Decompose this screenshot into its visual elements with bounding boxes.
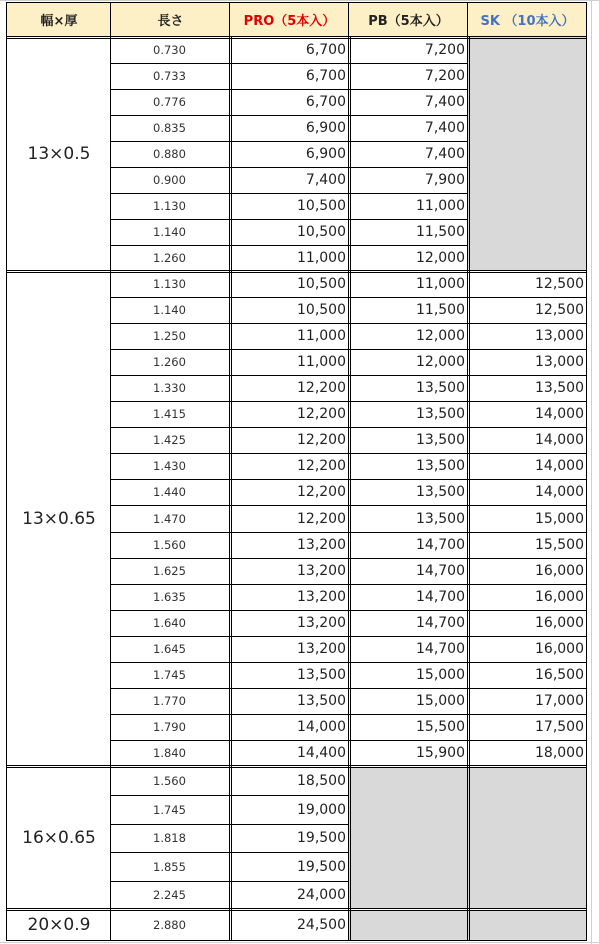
length-cell: 1.260	[111, 245, 230, 271]
cell-border	[349, 115, 468, 116]
pb-price-cell: 7,900	[349, 167, 468, 193]
sk-price-empty	[468, 37, 587, 63]
pro-price-cell: 6,900	[230, 115, 349, 141]
sk-price-cell: 12,500	[468, 271, 587, 297]
cell-border	[111, 610, 230, 611]
sk-price-empty	[468, 824, 587, 852]
pro-price-cell: 7,400	[230, 167, 349, 193]
header-width-thickness: 幅×厚	[7, 2, 111, 37]
cell-border	[7, 908, 587, 909]
cell-border	[468, 453, 587, 454]
cell-border	[230, 795, 349, 796]
pro-price-cell: 10,500	[230, 271, 349, 297]
cell-border	[349, 141, 468, 142]
length-cell: 1.770	[111, 688, 230, 714]
cell-border	[230, 479, 349, 480]
cell-border	[349, 89, 468, 90]
length-cell: 1.260	[111, 349, 230, 375]
cell-border	[468, 740, 587, 741]
cell-border	[230, 636, 349, 637]
length-cell: 1.330	[111, 375, 230, 401]
cell-border	[111, 688, 230, 689]
pro-price-cell: 12,200	[230, 375, 349, 401]
cell-border	[230, 141, 349, 142]
length-cell: 1.635	[111, 584, 230, 610]
length-cell: 0.776	[111, 89, 230, 115]
cell-border	[111, 505, 230, 506]
cell-border	[111, 852, 230, 853]
cell-border	[468, 636, 587, 637]
cell-border	[230, 323, 349, 324]
cell-border	[7, 767, 587, 768]
cell-border	[111, 115, 230, 116]
pro-price-cell: 13,500	[230, 688, 349, 714]
sk-price-cell: 14,000	[468, 401, 587, 427]
pb-price-cell: 13,500	[349, 401, 468, 427]
length-cell: 1.430	[111, 453, 230, 479]
cell-border	[111, 401, 230, 402]
cell-border	[230, 193, 349, 194]
pro-price-cell: 19,500	[230, 824, 349, 852]
cell-border	[230, 115, 349, 116]
dimension-label: 20×0.9	[7, 910, 111, 940]
dimension-label: 13×0.65	[7, 271, 111, 766]
length-cell: 1.140	[111, 297, 230, 323]
sk-price-cell: 17,000	[468, 688, 587, 714]
cell-border	[0, 0, 599, 1]
cell-border	[6, 2, 7, 941]
sk-price-cell: 14,000	[468, 479, 587, 505]
cell-border	[111, 349, 230, 350]
cell-border	[468, 375, 587, 376]
length-cell: 1.440	[111, 479, 230, 505]
cell-border	[230, 453, 349, 454]
cell-border	[349, 636, 468, 637]
length-cell: 0.835	[111, 115, 230, 141]
pb-price-cell: 14,700	[349, 610, 468, 636]
sk-price-cell: 16,000	[468, 584, 587, 610]
cell-border	[468, 479, 587, 480]
cell-border	[230, 532, 349, 533]
sk-price-empty	[468, 167, 587, 193]
pb-price-cell: 12,000	[349, 323, 468, 349]
cell-border	[111, 558, 230, 559]
pro-price-cell: 12,200	[230, 453, 349, 479]
cell-border	[111, 193, 230, 194]
cell-border	[111, 219, 230, 220]
cell-border	[7, 2, 587, 3]
pb-price-cell: 13,500	[349, 427, 468, 453]
sk-price-cell: 17,500	[468, 714, 587, 740]
cell-border	[349, 63, 468, 64]
pb-price-cell: 15,000	[349, 688, 468, 714]
pb-price-cell: 13,500	[349, 479, 468, 505]
length-cell: 1.745	[111, 795, 230, 824]
sk-price-empty	[468, 852, 587, 881]
pro-price-cell: 12,200	[230, 505, 349, 532]
cell-border	[111, 427, 230, 428]
length-cell: 1.745	[111, 662, 230, 688]
length-cell: 1.250	[111, 323, 230, 349]
cell-border	[111, 167, 230, 168]
sk-price-empty	[468, 795, 587, 824]
pro-price-cell: 18,500	[230, 767, 349, 795]
pb-price-cell: 11,000	[349, 271, 468, 297]
pb-price-cell: 7,400	[349, 115, 468, 141]
cell-border	[111, 584, 230, 585]
cell-border	[111, 323, 230, 324]
cell-border	[349, 167, 468, 168]
cell-border	[7, 765, 587, 766]
sk-price-cell: 14,000	[468, 453, 587, 479]
pb-price-cell: 11,500	[349, 297, 468, 323]
cell-border	[230, 349, 349, 350]
length-cell: 0.730	[111, 37, 230, 63]
sk-price-empty	[468, 115, 587, 141]
cell-border	[7, 38, 587, 39]
sk-price-cell: 13,000	[468, 349, 587, 375]
sk-price-cell: 12,500	[468, 297, 587, 323]
cell-border	[349, 297, 468, 298]
pb-price-cell: 7,400	[349, 89, 468, 115]
length-cell: 2.880	[111, 910, 230, 940]
pro-price-cell: 14,000	[230, 714, 349, 740]
cell-border	[349, 349, 468, 350]
cell-border	[349, 688, 468, 689]
dimension-label: 16×0.65	[7, 767, 111, 909]
pro-price-cell: 13,200	[230, 532, 349, 558]
pro-price-cell: 24,500	[230, 910, 349, 940]
sk-price-cell: 15,000	[468, 505, 587, 532]
pb-price-cell: 12,000	[349, 245, 468, 271]
cell-border	[468, 688, 587, 689]
cell-border	[349, 219, 468, 220]
dimension-label: 13×0.5	[7, 37, 111, 271]
cell-border	[469, 37, 470, 940]
cell-border	[349, 662, 468, 663]
cell-border	[230, 63, 349, 64]
cell-border	[349, 505, 468, 506]
pb-price-cell: 13,500	[349, 375, 468, 401]
sk-price-empty	[468, 881, 587, 909]
cell-border	[111, 453, 230, 454]
cell-border	[230, 167, 349, 168]
cell-border	[349, 479, 468, 480]
sk-price-cell: 18,000	[468, 740, 587, 766]
cell-border	[230, 297, 349, 298]
cell-border	[111, 479, 230, 480]
pro-price-cell: 19,000	[230, 795, 349, 824]
pro-price-cell: 10,500	[230, 219, 349, 245]
pb-price-empty	[349, 852, 468, 881]
pro-price-cell: 12,200	[230, 427, 349, 453]
cell-border	[7, 270, 587, 271]
header-pb-price: PB（5本入）	[349, 2, 468, 37]
pb-price-cell: 15,000	[349, 662, 468, 688]
length-cell: 2.245	[111, 881, 230, 909]
cell-border	[349, 714, 468, 715]
cell-border	[111, 375, 230, 376]
pb-price-cell: 7,200	[349, 63, 468, 89]
cell-border	[111, 636, 230, 637]
cell-border	[111, 89, 230, 90]
length-cell: 1.130	[111, 271, 230, 297]
sk-price-cell: 16,000	[468, 636, 587, 662]
pb-price-cell: 13,500	[349, 453, 468, 479]
pb-price-cell: 13,500	[349, 505, 468, 532]
length-cell: 1.470	[111, 505, 230, 532]
header-sk-price: SK （10本入）	[468, 2, 587, 37]
cell-border	[110, 2, 111, 941]
cell-border	[468, 297, 587, 298]
cell-border	[111, 662, 230, 663]
cell-border	[591, 0, 592, 944]
pro-price-cell: 14,400	[230, 740, 349, 766]
pb-price-cell: 14,700	[349, 584, 468, 610]
cell-border	[230, 881, 349, 882]
cell-border	[230, 401, 349, 402]
cell-border	[349, 427, 468, 428]
sk-price-empty	[468, 910, 587, 940]
sk-price-cell: 15,500	[468, 532, 587, 558]
pb-price-cell: 11,500	[349, 219, 468, 245]
cell-border	[468, 584, 587, 585]
cell-border	[230, 740, 349, 741]
cell-border	[350, 37, 351, 940]
cell-border	[468, 662, 587, 663]
cell-border	[230, 852, 349, 853]
pro-price-cell: 13,200	[230, 610, 349, 636]
pb-price-cell: 11,000	[349, 193, 468, 219]
cell-border	[111, 824, 230, 825]
cell-border	[111, 532, 230, 533]
pro-price-cell: 24,000	[230, 881, 349, 909]
pb-price-cell: 12,000	[349, 349, 468, 375]
cell-border	[349, 401, 468, 402]
cell-border	[7, 36, 587, 37]
cell-border	[468, 610, 587, 611]
cell-border	[230, 89, 349, 90]
cell-border	[111, 714, 230, 715]
length-cell: 1.645	[111, 636, 230, 662]
pro-price-cell: 11,000	[230, 245, 349, 271]
pro-price-cell: 12,200	[230, 401, 349, 427]
pro-price-cell: 6,900	[230, 141, 349, 167]
pro-price-cell: 13,200	[230, 584, 349, 610]
sk-price-empty	[468, 89, 587, 115]
cell-border	[111, 245, 230, 246]
pro-price-cell: 13,200	[230, 636, 349, 662]
pb-price-cell: 7,400	[349, 141, 468, 167]
sk-price-empty	[468, 245, 587, 271]
cell-border	[349, 323, 468, 324]
sk-price-empty	[468, 767, 587, 795]
cell-border	[468, 349, 587, 350]
sk-price-empty	[468, 193, 587, 219]
length-cell: 1.840	[111, 740, 230, 766]
cell-border	[230, 610, 349, 611]
cell-border	[468, 505, 587, 506]
cell-border	[7, 272, 587, 273]
cell-border	[7, 940, 587, 941]
pro-price-cell: 11,000	[230, 349, 349, 375]
cell-border	[586, 2, 587, 941]
cell-border	[230, 824, 349, 825]
cell-border	[349, 558, 468, 559]
sk-price-empty	[468, 219, 587, 245]
pro-price-cell: 19,500	[230, 852, 349, 881]
sk-price-empty	[468, 63, 587, 89]
cell-border	[111, 795, 230, 796]
sk-price-cell: 16,000	[468, 610, 587, 636]
cell-border	[230, 505, 349, 506]
cell-border	[349, 532, 468, 533]
length-cell: 1.425	[111, 427, 230, 453]
length-cell: 0.733	[111, 63, 230, 89]
sk-price-cell: 16,000	[468, 558, 587, 584]
cell-border	[349, 245, 468, 246]
cell-border	[230, 714, 349, 715]
pro-price-cell: 6,700	[230, 89, 349, 115]
cell-border	[230, 558, 349, 559]
cell-border	[468, 532, 587, 533]
sk-price-cell: 13,500	[468, 375, 587, 401]
pro-price-cell: 11,000	[230, 323, 349, 349]
cell-border	[111, 740, 230, 741]
length-cell: 1.140	[111, 219, 230, 245]
cell-border	[349, 584, 468, 585]
cell-border	[468, 427, 587, 428]
length-cell: 1.818	[111, 824, 230, 852]
cell-border	[231, 37, 232, 940]
pro-price-cell: 13,500	[230, 662, 349, 688]
length-cell: 1.855	[111, 852, 230, 881]
sk-price-cell: 13,000	[468, 323, 587, 349]
pb-price-cell: 7,200	[349, 37, 468, 63]
cell-border	[0, 942, 599, 943]
cell-border	[230, 219, 349, 220]
cell-border	[230, 245, 349, 246]
length-cell: 1.560	[111, 767, 230, 795]
pb-price-empty	[349, 767, 468, 795]
cell-border	[230, 427, 349, 428]
sk-price-cell: 16,500	[468, 662, 587, 688]
pb-price-cell: 15,900	[349, 740, 468, 766]
cell-border	[467, 2, 468, 941]
cell-border	[349, 610, 468, 611]
cell-border	[230, 375, 349, 376]
pb-price-empty	[349, 910, 468, 940]
pb-price-cell: 15,500	[349, 714, 468, 740]
length-cell: 1.790	[111, 714, 230, 740]
cell-border	[229, 2, 230, 941]
pb-price-empty	[349, 795, 468, 824]
cell-border	[111, 141, 230, 142]
header-pro-price: PRO（5本入）	[230, 2, 349, 37]
cell-border	[468, 401, 587, 402]
sk-price-empty	[468, 141, 587, 167]
pro-price-cell: 6,700	[230, 37, 349, 63]
pro-price-cell: 10,500	[230, 297, 349, 323]
length-cell: 1.560	[111, 532, 230, 558]
cell-border	[468, 558, 587, 559]
length-cell: 1.640	[111, 610, 230, 636]
pro-price-cell: 12,200	[230, 479, 349, 505]
length-cell: 0.900	[111, 167, 230, 193]
cell-border	[230, 662, 349, 663]
cell-border	[349, 740, 468, 741]
length-cell: 1.625	[111, 558, 230, 584]
cell-border	[230, 688, 349, 689]
cell-border	[349, 375, 468, 376]
pb-price-empty	[349, 881, 468, 909]
length-cell: 1.415	[111, 401, 230, 427]
cell-border	[468, 714, 587, 715]
pro-price-cell: 13,200	[230, 558, 349, 584]
cell-border	[230, 584, 349, 585]
cell-border	[349, 193, 468, 194]
cell-border	[111, 881, 230, 882]
sk-price-cell: 14,000	[468, 427, 587, 453]
pb-price-cell: 14,700	[349, 636, 468, 662]
cell-border	[468, 323, 587, 324]
cell-border	[349, 453, 468, 454]
pb-price-empty	[349, 824, 468, 852]
pro-price-cell: 6,700	[230, 63, 349, 89]
header-length: 長さ	[111, 2, 230, 37]
cell-border	[111, 297, 230, 298]
length-cell: 1.130	[111, 193, 230, 219]
cell-border	[7, 910, 587, 911]
cell-border	[111, 63, 230, 64]
length-cell: 0.880	[111, 141, 230, 167]
pb-price-cell: 14,700	[349, 532, 468, 558]
cell-border	[348, 2, 349, 941]
pro-price-cell: 10,500	[230, 193, 349, 219]
pb-price-cell: 14,700	[349, 558, 468, 584]
